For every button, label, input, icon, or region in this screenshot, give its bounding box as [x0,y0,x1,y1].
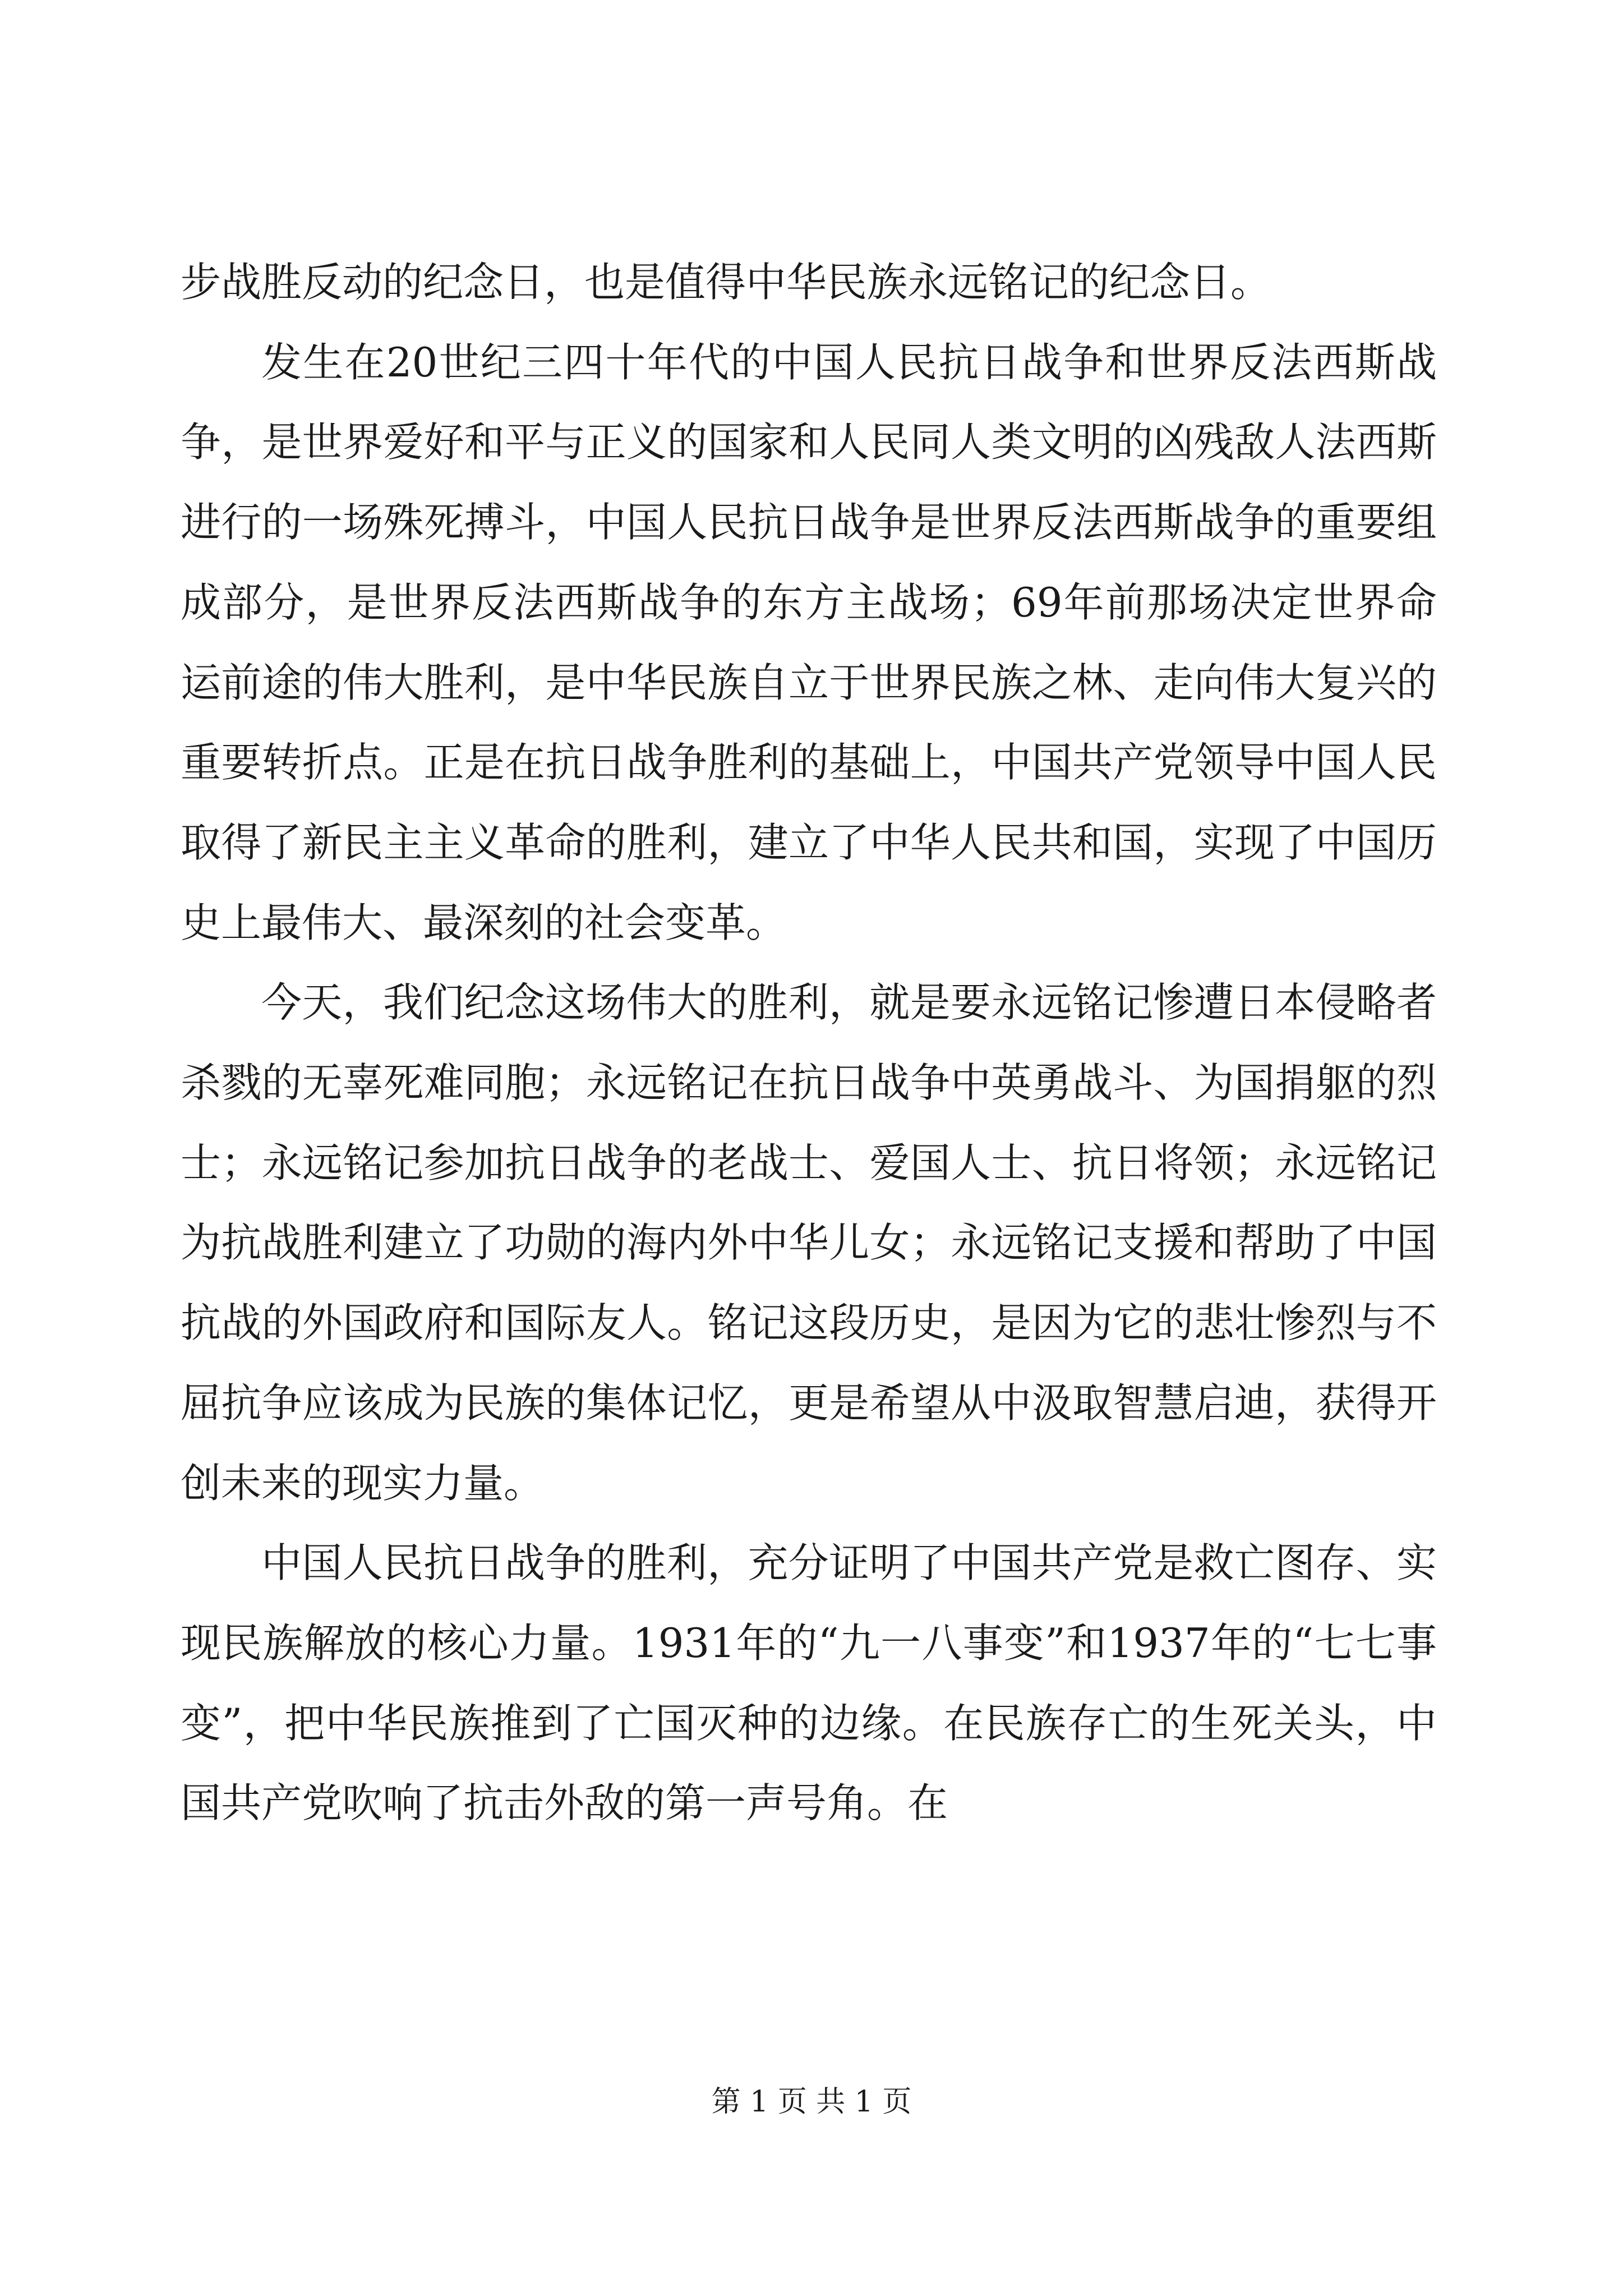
page-footer: 第 1 页 共 1 页 [711,2085,912,2119]
document-body [181,242,1437,1843]
paragraph-4: 中国人民抗日战争的胜利，充分证明了中国共产党是救亡图存、实现民族解放的核心力量。1931年的“九一八事变”和1937年的“七七事变”，把中华民族推到了亡国灭种的边缘。在民族存亡的生死关头，中国共产党吹响了抗击外敌的第一声号角。在 [181,1539,1437,1827]
paragraph-2: 发生在20世纪三四十年代的中国人民抗日战争和世界反法西斯战争，是世界爱好和平与正义的国家和人民同人类文明的凶残敌人法西斯进行的一场殊死搏斗，中国人民抗日战争是世界反法西斯战争的重要组成部分，是世界反法西斯战争的东方主战场；69年前那场决定世界命运前途的伟大胜利，是中华民族自立于世界民族之林、走向伟大复兴的重要转折点。正是在抗日战争胜利的基础上，中国共产党领导中国人民取得了新民主主义革命的胜利，建立了中华人民共和国，实现了中国历史上最伟大、最深刻的社会变革。 [181,338,1437,946]
paragraph-3: 今天，我们纪念这场伟大的胜利，就是要永远铭记惨遭日本侵略者杀戮的无辜死难同胞；永远铭记在抗日战争中英勇战斗、为国捐躯的烈士；永远铭记参加抗日战争的老战士、爱国人士、抗日将领；永远铭记为抗战胜利建立了功勋的海内外中华儿女；永远铭记支援和帮助了中国抗战的外国政府和国际友人。铭记这段历史，是因为它的悲壮惨烈与不屈抗争应该成为民族的集体记忆，更是希望从中汲取智慧启迪，获得开创未来的现实力量。 [181,979,1437,1507]
paragraph-1: 步战胜反动的纪念日，也是值得中华民族永远铭记的纪念日。 [181,259,1271,306]
